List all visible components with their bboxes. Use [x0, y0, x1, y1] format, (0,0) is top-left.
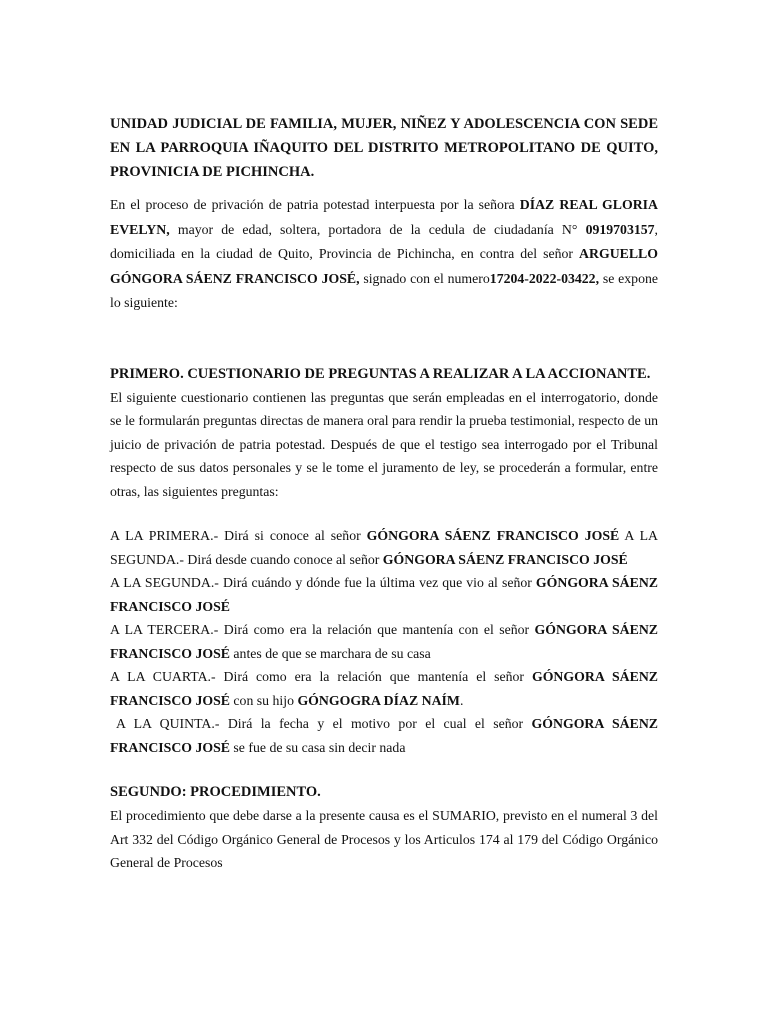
question-5-name-1: GÓNGORA SÁENZ FRANCISCO JOSÉ	[110, 716, 658, 755]
question-4-name-1: GÓNGORA SÁENZ FRANCISCO JOSÉ	[110, 669, 658, 708]
document-title: UNIDAD JUDICIAL DE FAMILIA, MUJER, NIÑEZ Y ADOLESCENCIA CON SEDE EN LA PARROQUIA IÑAQUITO DEL DISTRITO METROPOLITANO DE QUITO, PROVINICIA DE PICHINCHA.	[110, 116, 658, 180]
intro-text-3: , domiciliada en la ciudad de Quito, Provincia de Pichincha, en contra del señor	[110, 221, 658, 261]
question-1	[110, 524, 658, 571]
case-number: 17204-2022-03422,	[489, 270, 600, 286]
questions-list	[110, 524, 658, 759]
question-3-name-1: GÓNGORA SÁENZ FRANCISCO JOSÉ	[110, 622, 658, 661]
intro-text-2: mayor de edad, soltera, portadora de la cedula de ciudadanía N°	[169, 221, 586, 237]
plaintiff-name: DÍAZ REAL GLORIA EVELYN,	[110, 197, 658, 237]
question-2	[110, 571, 658, 618]
section-1-body: El siguiente cuestionario contienen las preguntas que serán empleadas en el interrogatorio, donde se le formularán preguntas directas de manera oral para rendir la prueba testimonial, respecto de un juicio de privación de patria potestad. Después de que el testigo sea interrogado por el Tribunal respecto de sus datos personales y se le tome el juramento de ley, se procederán a formular, entre otras, las siguientes preguntas:	[110, 389, 658, 499]
intro-text-1: En el proceso de privación de patria potestad interpuesta por la señora	[110, 197, 520, 212]
id-number: 0919703157	[585, 221, 655, 237]
question-5-text-1: A LA QUINTA.- Dirá la fecha y el motivo por el cual el señor	[116, 716, 532, 731]
question-4-text-2: con su hijo	[229, 692, 298, 708]
question-5-text-2: se fue de su casa sin decir nada	[229, 739, 406, 755]
question-4	[110, 665, 658, 712]
document-body	[110, 112, 658, 875]
question-3	[110, 618, 658, 665]
section-1-heading: PRIMERO. CUESTIONARIO DE PREGUNTAS A REALIZAR A LA ACCIONANTE.	[110, 365, 651, 382]
section-2-heading: SEGUNDO: PROCEDIMIENTO.	[110, 784, 321, 800]
question-4-text-3: .	[459, 692, 464, 708]
intro-text-5: se expone lo siguiente:	[110, 270, 659, 310]
question-1-name-1: GÓNGORA SÁENZ FRANCISCO JOSÉ	[366, 528, 620, 543]
question-3-text-1: A LA TERCERA.- Dirá como era la relación que mantenía con el señor	[110, 622, 535, 637]
intro-paragraph	[110, 193, 658, 316]
section-2-body: El procedimiento que debe darse a la presente causa es el SUMARIO, previsto en el numeral 3 del Art 332 del Código Orgánico General de Procesos y los Articulos 174 al 179 del Código Orgánico General de Procesos	[110, 808, 658, 870]
question-2-text-1: A LA SEGUNDA.- Dirá cuándo y dónde fue la última vez que vio al señor	[110, 575, 536, 590]
question-1-name-2: GÓNGORA SÁENZ FRANCISCO JOSÉ	[382, 551, 628, 567]
question-1-text-1: A LA PRIMERA.- Dirá si conoce al señor	[110, 528, 367, 543]
question-3-text-2: antes de que se marchara de su casa	[229, 645, 431, 661]
defendant-name: ARGUELLO GÓNGORA SÁENZ FRANCISCO JOSÉ,	[110, 246, 658, 286]
question-4-text-1: A LA CUARTA.- Dirá como era la relación que mantenía el señor	[110, 669, 532, 684]
intro-text-4: signado con el numero	[359, 270, 490, 286]
question-1-text-2: A LA SEGUNDA.- Dirá desde cuando conoce al señor	[110, 528, 658, 567]
question-4-name-2: GÓNGOGRA DÍAZ NAÍM	[297, 692, 460, 708]
question-5	[110, 712, 658, 759]
question-2-name-1: GÓNGORA SÁENZ FRANCISCO JOSÉ	[110, 575, 659, 614]
